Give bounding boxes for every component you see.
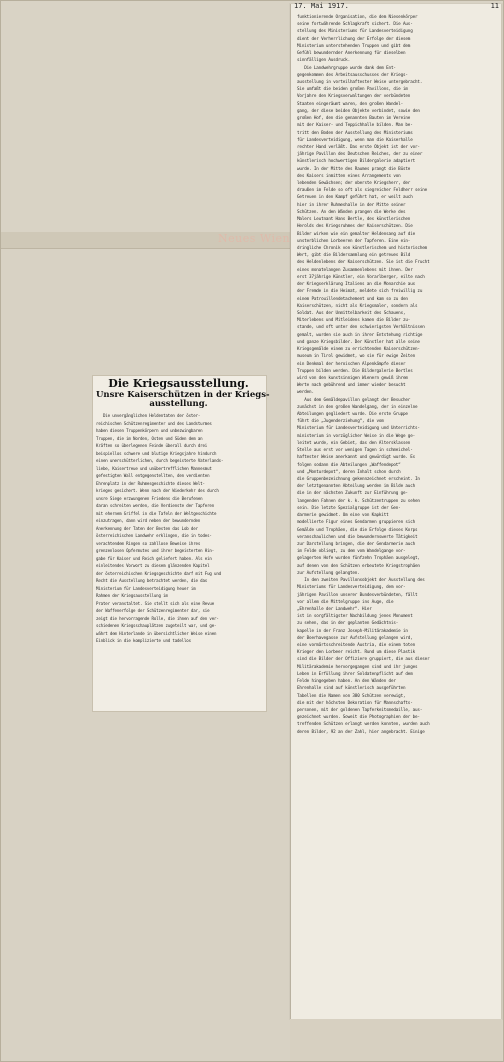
page-bottom-area — [290, 1019, 502, 1062]
ghost-header-text: Neues Wien — [218, 232, 291, 245]
clipping-date: 17. Mai 1917. — [294, 2, 349, 10]
article-title: Die Kriegsausstellung. — [108, 377, 249, 390]
article-subtitle: Unsre Kaiserschützen in der Kriegs- ausstellung. — [96, 390, 270, 409]
left-clipping-text: Die unvergänglichen Heldentaten der öster- reichischen Schützenregimenter und des Landsturmes haben diesen Truppenkörpern und unbezwingbaren Truppen, die im Norden, Osten und Süden dem an Kräften so überlegenen Feinde überall durch drei beispiellos schwere und blutige Kriegsjahre hindurch einen unerschütterlichen, durch begeisterte Vaterlands- liebe, Kaisertreue und unübertrefflichen Mannesmut gefestigten Wall entgegenstellten, den verdienten Ehrenplatz in der Ruhmesgeschichte dieses Welt- krieges gesichert. Wenn nach der Wiederkehr des durch unsre Siege erzwungenen Friedens die Berufenen daran schreiten werden, die Verdienste der Tapferen mit ehernem Griffel in die Tafeln der Weltgeschichte einzutragen, dann wird neben der bewundernden Anerkennung der Taten der Besten das Lob der österreichischen Landwehr erklingen, die in todes- verachtendem Ringen so zahllose Beweise ihres grenzenlosen Opfermutes und ihrer begeisterten Hin- gabe für Kaiser und Reich geliefert haben. Als ein einleitendes Vorwort zu diesem glänzenden Kapitel der österreichischen Kriegsgeschichte darf mit Fug und Recht die Ausstellung betrachtet werden, die das Ministerium für Landesverteidigung heuer im Rahmen der Kriegsausstellung im Prater veranstaltet. Sie stellt sich als eine Revue der Waffenerfolge der Schützenregimenter dar, sie zeigt die hervorragende Rolle, die ihnen auf den ver- schiedenen Kriegsschauplätzen zugeteilt war, und ge- währt dem Hinterlande in übersichtlicher Weise einen Einblick in die komplizierte und tadellos — [96, 413, 224, 643]
right-clipping-dateline — [294, 2, 499, 11]
right-clipping-text: funktionierende Organisation, die dem Niesenkörper seine fortwährende Schlagkraft sichert. Die Aus- stellung des Ministeriums für Landesverteidigung dient der Verherrlichung der Erfolge der diesem Ministerium unterstehenden Truppen und gibt dem Gefühl bewundernder Anerkennung für dieselben sinnfälligen Ausdruck. Die Landwehrgruppe wurde dank dem Ent- gegenkommen des Arbeitsausschusses der Kriegs- ausstellung in vorteilhaftester Weise untergebracht. Sie umfaßt die beiden großen Pavillons, die im Vorjahre den Kriegsverwaltungen der verbündeten Staaten eingeräumt waren, den großen Wandel- gang, der diese beiden Objekte verbindet, sowie den großen Hof, den die genannten Bauten im Vereine mit der Kaiser- und Teppichhalle bilden. Man be- tritt den Boden der Ausstellung des Ministeriums für Landesverteidigung, wenn man die Kaiserhalle rechter Hand verläßt. Das erste Objekt ist der vor- jährige Pavillon des Deutschen Reiches, der zu einer künstlerisch hochwertigen Bildergalerie adaptiert wurde. In der Mitte des Raumes prangt die Büste des Kaisers inmitten eines Arrangements von lebenden Gewächsen; der oberste Kriegsherr, der draußen im Felde so oft als siegreicher Feldherr seine Getreuen in den Kampf geführt hat, er weilt auch hier in ihrer Ruhmeshalle in der Mitte seiner Schützen. An den Wänden prangen die Werke des Malers Leutnant Hans Bertle, des künstlerischen Herolds des Kriegsruhmes der Kaiserschützen. Die Bilder wirken wie ein gemalter Heldensang auf die unsterblichen Lorbeeren der Tapferen. Eine ein- dringliche Chronik von künstlerischem und historischem Wert, gibt die Bildersammlung ein getreues Bild des Heldenlebens der Kaiserschützen. Sie ist die Frucht eines monatelangen Zusammenlebens mit ihnen. Der erst 37jährige Künstler, ein Vorarlberger, eilte nach der Kriegserklärung Italiens an die Monarchie aus der Fremde in die Heimat, meldete sich freiwillig zu einem Patrouillendetachement und kam so zu den Kaiserschützen, nicht als Kriegsmaler, sondern als Soldat. Aus der Unmittelbarkeit des Schauens, Miterlebens und Mitleidens kamen die Bilder zu- stande, und oft unter den schwierigsten Verhältnissen gemalt, wurden sie auch in ihrer Entstehung richtige und ganze Kriegsbilder. Der Künstler hat alle seine Kriegsgemälde einem zu errichtenden Kaiserschützen- museum in Tirol gewidmet, wo sie für ewige Zeiten ein Denkmal der heroischen Alpenkämpfe dieser Truppen bilden werden. Die Bildergalerie Bertles wird von den kunstsinnigen Wienern gewiß ihrem Werte nach gebührend und immer wieder besucht werden. Aus dem Gemäldepavillon gelangt der Besucher zunächst in den großen Wandelgang, der in einzelne Abteilungen gegliedert wurde. Die erste Gruppe führt die „Jugenderziehung“, die vom Ministerium für Landesverteidigung und Unterrichts- ministerium in vorzüglicher Weise in die Wege ge- leitet wurde, ein Gebiet, das den Altersklassen Stelle aus erst vor wenigen Tagen in schmeichel- haftester Weise anerkannt und gewürdigt wurde. Es folgen sodann die Abteilungen „Waffendepot“ und „Monturdepot“, deren Inhalt schon durch die Gruppenbezeichnung gekennzeichnet erscheint. In der letztgenannten Abteilung werden im Bilde auch die in der nächsten Zukunft zur Einführung ge- langenden Fahnen der k. k. Schützentruppen zu sehen sein. Die letzte Spezialgruppe ist der Gen- darmerie gewidmet. Um eine von Kapkitt modellierte Figur eines Gendarmen gruppieren sich Gemälde und Trophäen, die die Erfolge dieses Korps veranschaulichen und die bewundernswerte Tätigkeit zur Darstellung bringen, die der Gendarmerie auch im Felde obliegt, zu dem vom Wandelgange vor- gelagerten Hofe wurden fünfzehn Trophäen ausgelegt, auf denen von den Schützen erbeutete Kriegstrophäen zur Aufstellung gelangten. In den zweiten Pavillonsobjekt der Ausstellung des Ministeriums für Landesverteidigung, dem vor- jährigen Pavillon unserer Bundesverbündeten, fällt vor allem die Mittelgruppe ins Auge, die „Ehrenhalle der Landwehr“. Hier ist in sorgfältigster Nachbildung jenes Monument zu sehen, das in der geplanten Gedächtnis- kapelle in der Franz Joseph-Militärakademie in der Boerhavegasse zur Aufstellung gelangen wird, eine vormärtsschreitende Austria, die einem toten Krieger den Lorbeer reicht. Rund um diese Plastik sind die Bilder der Offiziere gruppiert, die aus dieser Militärakademie hervorgegangen sind und ihr junges Leben in Erfüllung ihrer Soldatenpflicht auf dem Felde hingegeben haben. An den Wänden der Ehrenhalle sind auf künstlerisch ausgeführten Tabellen die Namen von 380 Schützen verewigt, die mit der höchsten Dekoration für Mannschafts- personen, mit der goldenen Tapferkeitsmedaille, aus- gezeichnet wurden. Soweit die Photographien der be- treffenden Schützen erlangt werden konnten, wurden auch deren Bilder, 92 an der Zahl, hier angebracht. Einige — [297, 15, 430, 735]
page-number: 11 — [490, 2, 499, 10]
